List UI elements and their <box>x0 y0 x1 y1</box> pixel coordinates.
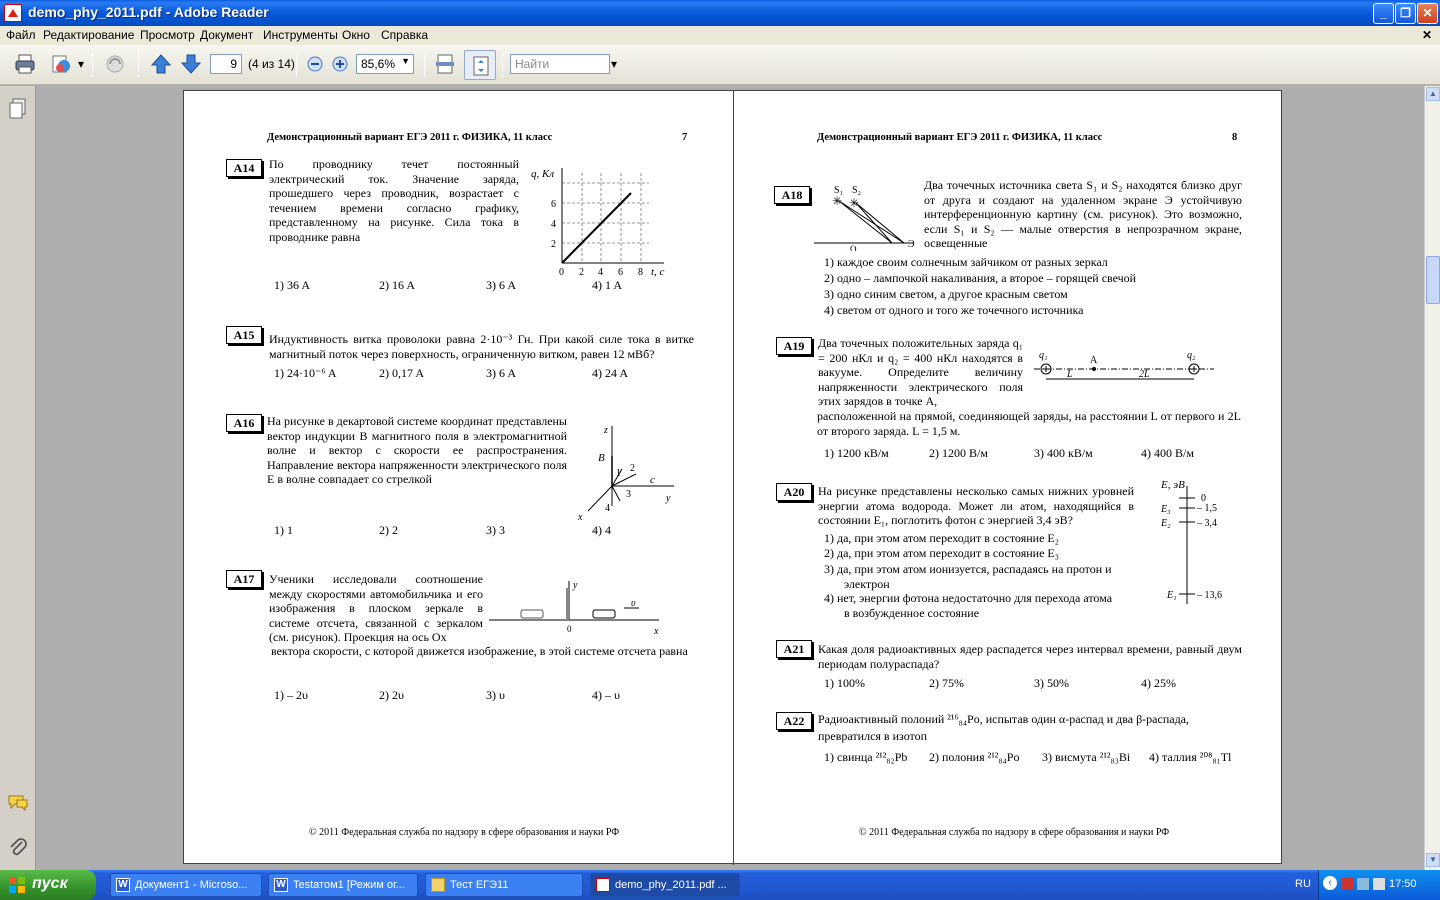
right-page-header: Демонстрационный вариант ЕГЭ 2011 г. ФИЗИКА, 11 класс <box>817 132 1103 143</box>
share-dropdown-icon[interactable]: ▾ <box>78 57 85 71</box>
search-dropdown-icon[interactable]: ▾ <box>611 57 618 71</box>
a16-n2: 2 <box>630 463 635 474</box>
menu-help[interactable]: Справка <box>381 28 429 42</box>
a14-y-tick: 6 <box>551 199 556 210</box>
fit-page-icon <box>470 55 492 77</box>
a19-2l-label: 2L <box>1139 369 1150 380</box>
question-tag-a19: A19 <box>776 337 812 355</box>
tray-expand-icon[interactable]: ‹ <box>1323 876 1337 890</box>
menu-document[interactable]: Документ <box>200 28 254 42</box>
a20-e2-label: E₂ <box>1161 518 1171 529</box>
volume-icon[interactable] <box>1373 878 1385 890</box>
zoom-select[interactable] <box>356 54 414 74</box>
a16-x-label: x <box>578 512 583 521</box>
a19-q1-label: q₁ <box>1039 350 1048 361</box>
collaborate-icon[interactable] <box>104 53 126 75</box>
a17-v-label: υ <box>631 598 636 609</box>
toolbar-separator <box>296 53 297 77</box>
a14-x-tick: 0 <box>559 267 564 278</box>
a14-x-tick: 8 <box>638 267 643 278</box>
window-title: demo_phy_2011.pdf - Adobe Reader <box>28 4 269 20</box>
a16-z-label: z <box>604 425 608 436</box>
a15-answer-3: 3) 6 A <box>486 366 516 380</box>
a20-axis-label: E, эВ <box>1161 479 1185 491</box>
zoom-in-icon[interactable] <box>329 53 351 75</box>
question-tag-a18: A18 <box>774 186 810 204</box>
a14-x-tick: 4 <box>598 267 603 278</box>
page-count: (4 из 14) <box>248 57 295 71</box>
taskbar <box>0 870 1440 900</box>
a21-answer-3: 3) 50% <box>1034 676 1069 690</box>
task-word-document1[interactable] <box>110 873 262 897</box>
a20-e3-value: – 1,5 <box>1197 503 1217 514</box>
a20-e3-label: E₃ <box>1161 504 1171 515</box>
next-page-icon[interactable] <box>180 53 202 75</box>
a14-answer-4: 4) 1 A <box>592 278 622 292</box>
a18-interference-figure <box>814 181 924 251</box>
a14-x-tick: 2 <box>579 267 584 278</box>
a21-answer-1: 1) 100% <box>824 676 865 690</box>
a17-y-label: y <box>573 580 578 591</box>
question-tag-a15: A15 <box>226 326 262 344</box>
toolbar-separator <box>502 53 503 77</box>
a14-y-tick: 4 <box>551 219 556 230</box>
right-page-number: 8 <box>1232 132 1238 143</box>
attachment-icon[interactable] <box>8 836 28 858</box>
a20-answer-4-cont: в возбужденное состояние <box>844 606 980 620</box>
a18-answer-3: 3) одно синим светом, а другое красным светом <box>824 287 1068 301</box>
a16-answer-2: 2) 2 <box>379 523 398 537</box>
a22-answer-3: 3) висмута ²¹²₈₃Bi <box>1042 750 1131 764</box>
question-tag-a16: A16 <box>226 414 262 432</box>
comments-icon[interactable] <box>7 794 29 812</box>
question-tag-a22: A22 <box>776 712 812 730</box>
zoom-value: 85,6% <box>361 57 396 71</box>
fit-page-button[interactable] <box>464 50 496 80</box>
question-a19-text-1: Два точечных положительных заряда q₁ = 200 нКл и q₂ = 400 нКл находятся в вакууме. Определите величину напряженности электрического поля этих зарядов в точке А, <box>818 336 1023 408</box>
a14-x-tick: 6 <box>618 267 623 278</box>
a17-answer-3: 3) υ <box>486 688 505 702</box>
question-a22-text-2: превратился в изотоп <box>818 729 928 743</box>
page-number-input[interactable]: 9 <box>210 54 242 74</box>
a16-n4: 4 <box>605 503 610 514</box>
start-button[interactable] <box>0 870 96 900</box>
question-a16-text: На рисунке в декартовой системе координат представлены вектор индукции B магнитного поля в электромагнитной волне и вектор c скорости ее распространения. Направление вектора напряженности электрического поля E в волне совпадает со стрелкой <box>267 414 567 486</box>
task-label: demo_phy_2011.pdf ... <box>615 879 727 891</box>
task-word-testatom[interactable] <box>268 873 418 897</box>
scroll-thumb[interactable] <box>1426 256 1440 304</box>
menu-tools[interactable]: Инструменты <box>263 28 338 42</box>
print-icon[interactable] <box>14 53 36 75</box>
a19-q2-label: q₂ <box>1187 350 1196 361</box>
a16-n3: 3 <box>626 489 631 500</box>
question-a17-text-2: вектора скорости, с которой движется изображение, в этой системе отсчета равна <box>271 644 688 658</box>
toolbar-separator <box>92 53 93 77</box>
a16-b-label: B <box>598 452 605 464</box>
chevron-down-icon: ▼ <box>401 56 410 66</box>
a20-answer-1: 1) да, при этом атом переходит в состояние E₂ <box>824 531 1059 545</box>
a16-answer-1: 1) 1 <box>274 523 293 537</box>
title-bar <box>0 0 1440 26</box>
a17-x-label: x <box>654 626 659 637</box>
a14-y-label: q, Кл <box>531 168 555 180</box>
task-label: Тест ЕГЭ11 <box>450 879 509 891</box>
a16-c-label: c <box>650 474 655 486</box>
a19-a-label: A <box>1090 355 1098 366</box>
a14-answer-2: 2) 16 A <box>379 278 415 292</box>
pdf-icon <box>596 878 610 892</box>
page-divider <box>733 91 734 865</box>
menu-close-icon[interactable]: ✕ <box>1421 28 1432 42</box>
a18-s1-label: S₁ <box>834 185 844 196</box>
document-view[interactable] <box>183 90 1282 864</box>
toolbar-separator <box>138 53 139 77</box>
task-adobe-reader[interactable] <box>590 873 740 897</box>
a19-answer-1: 1) 1200 кВ/м <box>824 446 889 460</box>
language-indicator[interactable]: RU <box>1295 878 1311 890</box>
a18-s2-star-icon: ✳ <box>849 196 860 210</box>
a20-answer-2: 2) да, при этом атом переходит в состояние E₃ <box>824 546 1059 560</box>
toolbar <box>0 45 1440 85</box>
question-tag-a14: A14 <box>226 159 262 177</box>
menu-edit[interactable]: Редактирование <box>43 28 135 42</box>
question-a17-text-1: Ученики исследовали соотношение между скоростями автомобильчика и его изображения в плоском зеркале в системе отсчета, связанной с зеркалом (см. рисунок). Проекция на ось Ox <box>269 572 483 644</box>
a20-e2-value: – 3,4 <box>1197 518 1217 529</box>
close-button[interactable]: ✕ <box>1417 3 1438 24</box>
network-icon[interactable] <box>1357 878 1369 890</box>
a21-answer-4: 4) 25% <box>1141 676 1176 690</box>
a15-answer-1: 1) 24·10⁻⁶ A <box>274 366 337 380</box>
a14-charge-time-graph <box>529 163 689 278</box>
a20-answer-3: 3) да, при этом атом ионизуется, распадаясь на протон и <box>824 562 1112 576</box>
a19-l-label: L <box>1067 369 1073 380</box>
question-a20-text: На рисунке представлены несколько самых нижних уровней энергии атома водорода. Может ли атом, находящийся в состоянии E₁, поглотить фотон с энергией 3,4 эВ? <box>818 484 1134 527</box>
question-a19-text-2: расположенной на прямой, соединяющей заряды, на расстоянии L от первого и 2L от второго заряда. L = 1,5 м. <box>817 409 1241 438</box>
left-page-header: Демонстрационный вариант ЕГЭ 2011 г. ФИЗИКА, 11 класс <box>267 132 553 143</box>
menu-file[interactable]: Файл <box>6 28 36 42</box>
security-icon[interactable] <box>1341 878 1353 890</box>
menu-window[interactable]: Окно <box>342 28 370 42</box>
adobe-reader-icon <box>4 4 22 22</box>
word-icon: W <box>116 878 130 892</box>
start-label: пуск <box>32 875 68 892</box>
a16-answer-4: 4) 4 <box>592 523 611 537</box>
a22-answer-1: 1) свинца ²¹²₈₂Pb <box>824 750 908 764</box>
a21-answer-2: 2) 75% <box>929 676 964 690</box>
fit-width-icon[interactable] <box>434 53 456 75</box>
a16-n1: 1 <box>616 468 621 479</box>
folder-icon <box>431 878 445 892</box>
share-icon[interactable] <box>50 53 72 75</box>
question-a14-text: По проводнику течет постоянный электрический ток. Значение заряда, прошедшего через проводник, возрастает с течением времени согласно графику, представленному на рисунке. Сила тока в проводнике равна <box>269 157 519 244</box>
question-a21-text: Какая доля радиоактивных ядер распадется через интервал времени, равный двум периодам полураспада? <box>818 642 1242 671</box>
a17-answer-4: 4) – υ <box>592 688 620 702</box>
a22-answer-4: 4) таллия ²⁰⁸₈₁Tl <box>1149 750 1232 764</box>
system-tray <box>1295 870 1440 900</box>
a20-e1-label: E₁ <box>1167 590 1177 601</box>
a16-y-label: y <box>666 493 671 504</box>
scroll-down-icon[interactable]: ▼ <box>1426 853 1440 867</box>
a19-answer-3: 3) 400 кВ/м <box>1034 446 1093 460</box>
question-a15-text: Индуктивность витка проволоки равна 2·10⁻³ Гн. При какой силе тока в витке магнитный поток через поверхность, ограниченную витком, равен 12 мВб? <box>269 332 694 361</box>
a18-s2-label: S₂ <box>852 185 862 196</box>
a15-answer-2: 2) 0,17 A <box>379 366 424 380</box>
right-page-footer: © 2011 Федеральная служба по надзору в сфере образования и науки РФ <box>859 827 1170 838</box>
a17-answer-2: 2) 2υ <box>379 688 404 702</box>
windows-flag-icon <box>8 876 26 894</box>
a16-coordinate-figure <box>574 421 684 521</box>
task-folder-test[interactable] <box>425 873 583 897</box>
a18-answer-4: 4) светом от одного и того же точечного источника <box>824 303 1084 317</box>
question-tag-a17: A17 <box>226 570 262 588</box>
a19-answer-4: 4) 400 В/м <box>1141 446 1194 460</box>
a17-answer-1: 1) – 2υ <box>274 688 308 702</box>
a20-level-0: 0 <box>1201 493 1206 504</box>
a15-answer-4: 4) 24 A <box>592 366 628 380</box>
a14-answer-1: 1) 36 A <box>274 278 310 292</box>
question-tag-a21: A21 <box>776 640 812 658</box>
a17-origin: 0 <box>567 624 572 634</box>
menu-bar <box>0 26 1440 45</box>
search-input[interactable]: Найти <box>510 54 610 74</box>
scroll-up-icon[interactable]: ▲ <box>1426 87 1440 101</box>
a19-charges-figure <box>1034 347 1214 387</box>
a20-energy-levels <box>1159 476 1249 606</box>
a18-s1-star-icon: ✳ <box>832 194 843 208</box>
a18-answer-1: 1) каждое своим солнечным зайчиком от разных зеркал <box>824 255 1108 269</box>
a18-answer-2: 2) одно – лампочкой накаливания, а второе – горящей свечой <box>824 271 1137 285</box>
clock[interactable]: 17:50 <box>1389 878 1417 890</box>
a18-o-label: O <box>850 244 857 251</box>
previous-page-icon[interactable] <box>150 53 172 75</box>
maximize-button[interactable]: ❐ <box>1395 3 1416 24</box>
navigation-panel <box>0 86 36 870</box>
zoom-out-icon[interactable] <box>304 53 326 75</box>
a22-answer-2: 2) полония ²¹²₈₄Po <box>929 750 1020 764</box>
a14-x-label: t, с <box>651 266 665 278</box>
word-icon: W <box>274 878 288 892</box>
left-page-footer: © 2011 Федеральная служба по надзору в сфере образования и науки РФ <box>309 827 620 838</box>
pages-icon[interactable] <box>9 98 27 120</box>
a18-screen-label: Э <box>908 239 915 250</box>
question-tag-a20: A20 <box>776 483 812 501</box>
a20-e1-value: – 13,6 <box>1197 590 1222 601</box>
a14-y-tick: 2 <box>551 239 556 250</box>
a17-mirror-figure <box>489 576 669 638</box>
vertical-scrollbar[interactable] <box>1424 86 1440 870</box>
question-a22-text-1: Радиоактивный полоний ²¹⁶₈₄Po, испытав один α-распад и два β-распада, <box>818 712 1190 726</box>
task-label: Testатом1 [Режим ог... <box>293 879 405 891</box>
a14-answer-3: 3) 6 A <box>486 278 516 292</box>
minimize-button[interactable]: _ <box>1373 3 1394 24</box>
a19-answer-2: 2) 1200 В/м <box>929 446 988 460</box>
toolbar-separator <box>424 53 425 77</box>
a16-answer-3: 3) 3 <box>486 523 505 537</box>
menu-view[interactable]: Просмотр <box>140 28 195 42</box>
question-a18-text: Два точечных источника света S₁ и S₂ находятся близко друг от друга и создают на удаленном экране Э устойчивую интерференционную картину (см. рисунок). Это возможно, если S₁ и S₂ — малые отверстия в непрозрачном экране, освещенные <box>924 178 1242 250</box>
task-label: Документ1 - Microso... <box>135 879 248 891</box>
a20-answer-4: 4) нет, энергии фотона недостаточно для перехода атома <box>824 591 1113 605</box>
left-page-number: 7 <box>682 132 688 143</box>
a20-answer-3-cont: электрон <box>844 577 890 591</box>
